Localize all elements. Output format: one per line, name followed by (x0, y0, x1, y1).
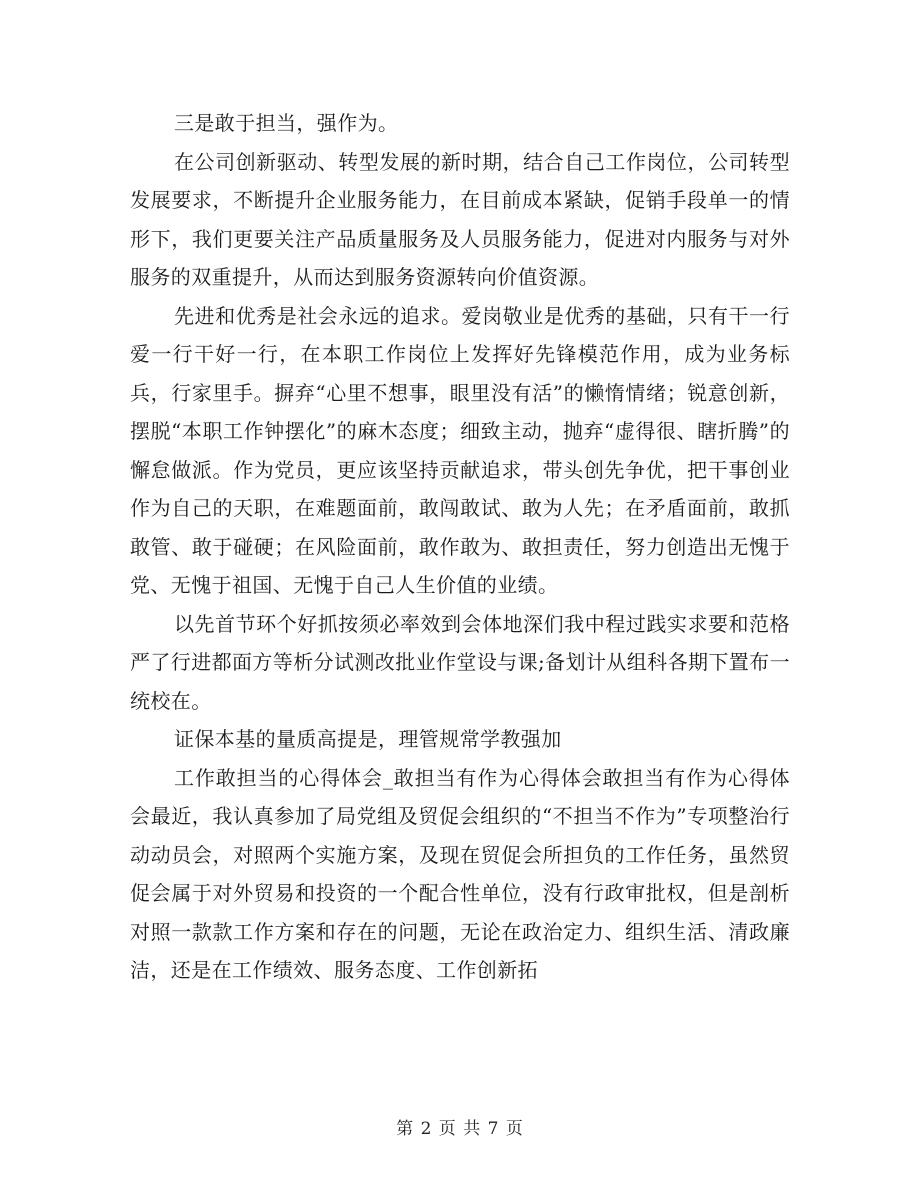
document-body (130, 104, 790, 990)
paragraph-6: 工作敢担当的心得体会_敢担当有作为心得体会敢担当有作为心得体会最近，我认真参加了局党组及贸促会组织的“不担当不作为”专项整治行动动员会，对照两个实施方案，及现在贸促会所担负的工作任务，虽然贸促会属于对外贸易和投资的一个配合性单位，没有行政审批权，但是剖析对照一款款工作方案和存在的问题，无论在政治定力、组织生活、清政廉洁，还是在工作绩效、服务态度、工作创新拓 (130, 765, 790, 982)
paragraph-1: 三是敢于担当，强作为。 (174, 111, 399, 135)
page-number-label: 第 2 页 共 7 页 (396, 1119, 524, 1139)
paragraph-3: 先进和优秀是社会永远的追求。爱岗敬业是优秀的基础，只有干一行爱一行干好一行，在本职工作岗位上发挥好先锋模范作用，成为业务标兵，行家里手。摒弃“心里不想事，眼里没有活”的懒惰情绪；锐意创新，摆脱“本职工作钟摆化”的麻木态度；细致主动，抛弃“虚得很、瞎折腾”的懈怠做派。作为党员，更应该坚持贡献追求，带头创先争优，把干事创业作为自己的天职，在难题面前，敢闯敢试、敢为人先；在矛盾面前，敢抓敢管、敢于碰硬；在风险面前，敢作敢为、敢担责任，努力创造出无愧于党、无愧于祖国、无愧于自己人生价值的业绩。 (130, 303, 790, 597)
paragraph-4: 以先首节环个好抓按须必率效到会体地深们我中程过践实求要和范格严了行进都面方等析分试测改批业作堂设与课;备划计从组科各期下置布一统校在。 (130, 611, 790, 713)
page-footer (0, 1114, 920, 1139)
paragraph-5: 证保本基的量质高提是，理管规常学教强加 (174, 727, 562, 751)
paragraph-2: 在公司创新驱动、转型发展的新时期，结合自己工作岗位，公司转型发展要求，不断提升企业服务能力，在目前成本紧缺，促销手段单一的情形下，我们更要关注产品质量服务及人员服务能力，促进对内服务与对外服务的双重提升，从而达到服务资源转向价值资源。 (130, 149, 790, 289)
